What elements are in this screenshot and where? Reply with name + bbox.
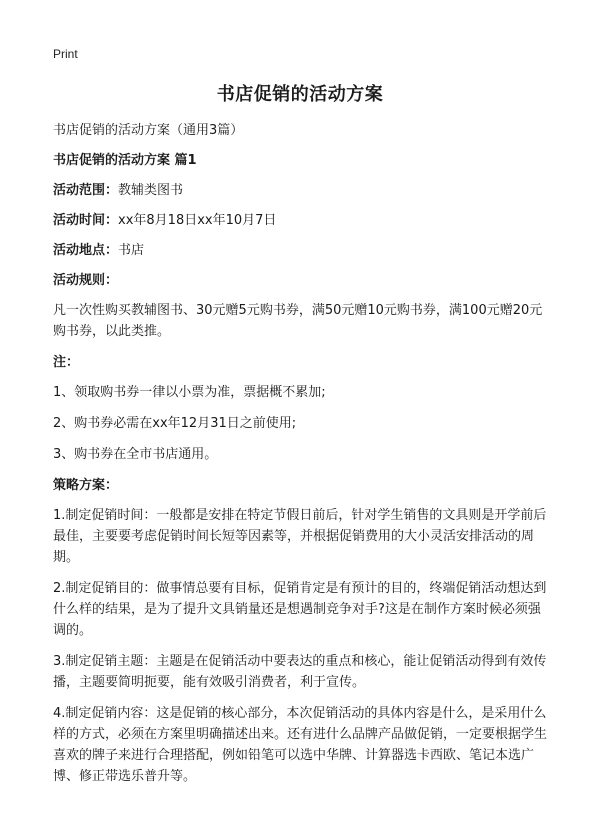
strategy-item: 3.制定促销主题：主题是在促销活动中要表达的重点和核心，能让促销活动得到有效传播，主题要简明扼要，能有效吸引消费者，利于宣传。: [53, 654, 547, 690]
notes-heading: 注：: [53, 355, 80, 370]
document-subtitle: 书店促销的活动方案（通用3篇）: [53, 123, 244, 138]
field-scope: [53, 180, 548, 201]
strategy-item: 1.制定促销时间：一般都是安排在特定节假日前后，针对学生销售的文具则是开学前后最佳，主要要考虑促销时间长短等因素等，并根据促销费用的大小灵活安排活动的周期。: [53, 508, 547, 565]
rules-text: 凡一次性购买教辅图书、30元赠5元购书券，满50元赠10元购书券，满100元赠20元购书券，以此类推。: [53, 303, 543, 339]
field-location: [53, 240, 548, 261]
document-title: 书店促销的活动方案: [216, 84, 384, 105]
notes-list: [53, 382, 548, 465]
strategy-list: [53, 505, 548, 787]
strategy-item: 4.制定促销内容：这是促销的核心部分，本次促销活动的具体内容是什么，是采用什么样的方式，必须在方案里明确描述出来。还有进什么品牌产品做促销，一定要根据学生喜欢的牌子来进行合理搭配，例如铅笔可以选中华牌、计算器选卡西欧、笔记本选广博、修正带选乐普升等。: [53, 706, 548, 784]
note-item: 2、购书券必需在xx年12月31日之前使用;: [53, 416, 297, 431]
strategy-item: 2.制定促销目的：做事情总要有目标，促销肯定是有预计的目的，终端促销活动想达到什么样的结果，是为了提升文具销量还是想遇制竞争对手?这是在制作方案时候必须强调的。: [53, 581, 547, 638]
document-body: [53, 120, 548, 797]
note-item: 1、领取购书券一律以小票为准，票据概不累加;: [53, 385, 326, 400]
field-time: [53, 210, 548, 231]
field-label: 活动范围：: [53, 183, 119, 198]
note-item: 3、购书券在全市书店通用。: [53, 447, 218, 462]
rules-heading: 活动规则：: [53, 273, 119, 288]
field-value: 书店: [118, 243, 145, 258]
field-label: 活动地点：: [53, 243, 119, 258]
section-heading: 书店促销的活动方案 篇1: [53, 153, 197, 168]
field-label: 活动时间：: [53, 213, 119, 228]
field-value: 教辅类图书: [118, 183, 184, 198]
strategy-heading: 策略方案：: [53, 478, 119, 493]
print-label: Print: [53, 47, 78, 61]
field-value: xx年8月18日xx年10月7日: [118, 213, 277, 228]
